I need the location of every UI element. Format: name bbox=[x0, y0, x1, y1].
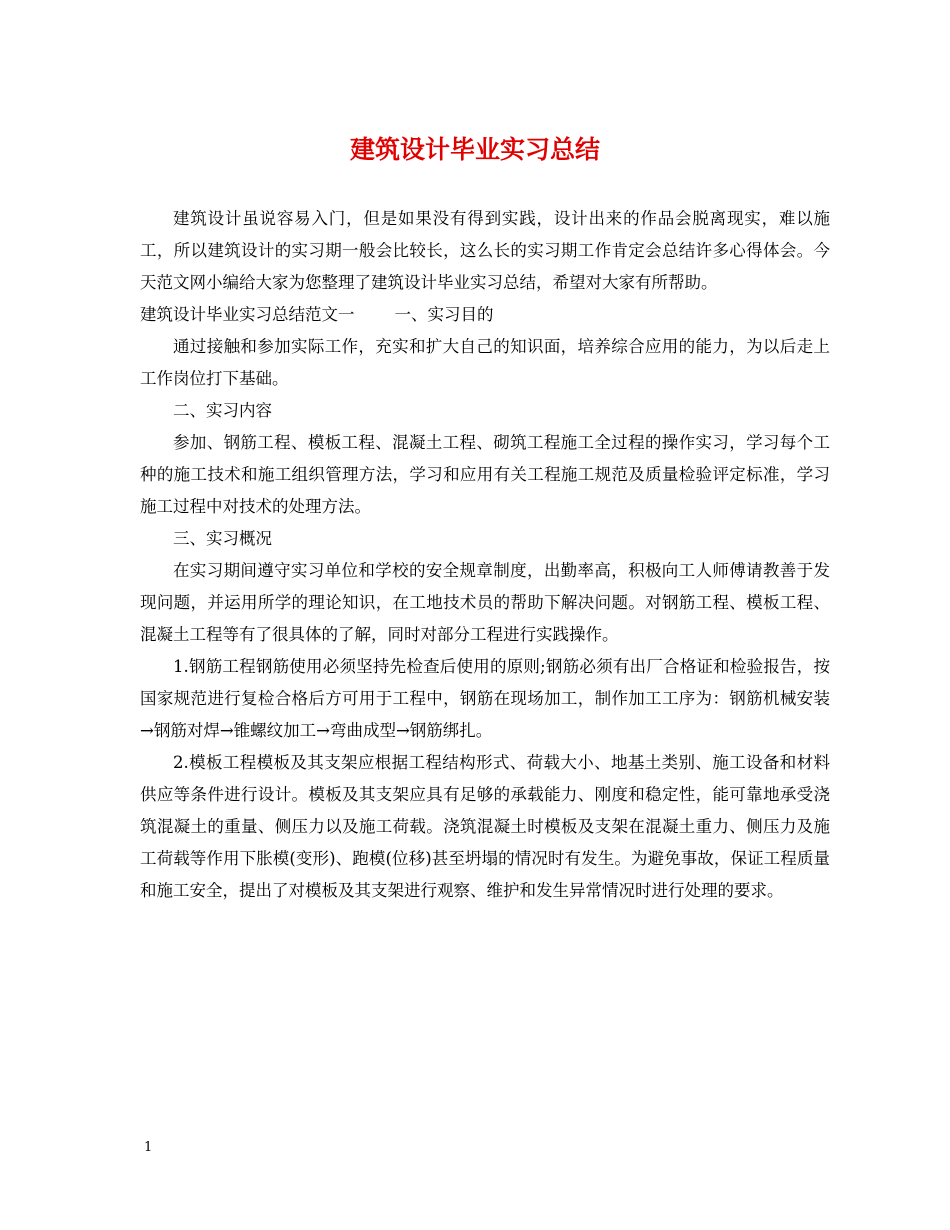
item2-paragraph: 2.模板工程模板及其支架应根据工程结构形式、荷载大小、地基土类别、施工设备和材料供应等条件进行设计。模板及其支架应具有足够的承载能力、刚度和稳定性，能可靠地承受浇筑混凝土的重量、侧压力以及施工荷载。浇筑混凝土时模板及支架在混凝土重力、侧压力及施工荷载等作用下胀模(变形)、跑模(位移)甚至坍塌的情况时有发生。为避免事故，保证工程质量和施工安全，提出了对模板及其支架进行观察、维护和发生异常情况时进行处理的要求。 bbox=[140, 753, 830, 900]
section1-paragraph: 通过接触和参加实际工作，充实和扩大自己的知识面，培养综合应用的能力，为以后走上工作岗位打下基础。 bbox=[140, 337, 830, 388]
sample-heading-line bbox=[140, 299, 830, 331]
section1-heading: 一、实习目的 bbox=[394, 305, 494, 324]
section2-paragraph: 参加、钢筋工程、模板工程、混凝土工程、砌筑工程施工全过程的操作实习，学习每个工种的施工技术和施工组织管理方法，学习和应用有关工程施工规范及质量检验评定标准，学习施工过程中对技术的处理方法。 bbox=[140, 433, 830, 516]
document-body bbox=[140, 203, 830, 907]
sample-label: 建筑设计毕业实习总结范文一 bbox=[140, 305, 355, 324]
section3-heading: 三、实习概况 bbox=[173, 529, 272, 548]
intro-paragraph: 建筑设计虽说容易入门，但是如果没有得到实践，设计出来的作品会脱离现实，难以施工，所以建筑设计的实习期一般会比较长，这么长的实习期工作肯定会总结许多心得体会。今天范文网小编给大家为您整理了建筑设计毕业实习总结，希望对大家有所帮助。 bbox=[140, 209, 830, 292]
section2-heading: 二、实习内容 bbox=[173, 401, 272, 420]
document-title: 建筑设计毕业实习总结 bbox=[349, 135, 600, 164]
page-number: 1 bbox=[144, 1140, 153, 1155]
section3-paragraph: 在实习期间遵守实习单位和学校的安全规章制度，出勤率高，积极向工人师傅请教善于发现问题，并运用所学的理论知识，在工地技术员的帮助下解决问题。对钢筋工程、模板工程、混凝土工程等有了很具体的了解，同时对部分工程进行实践操作。 bbox=[140, 561, 830, 644]
item1-paragraph: 1.钢筋工程钢筋使用必须坚持先检查后使用的原则;钢筋必须有出厂合格证和检验报告，按国家规范进行复检合格后方可用于工程中，钢筋在现场加工，制作加工工序为：钢筋机械安装→钢筋对焊→锥螺纹加工→弯曲成型→钢筋绑扎。 bbox=[140, 657, 830, 740]
